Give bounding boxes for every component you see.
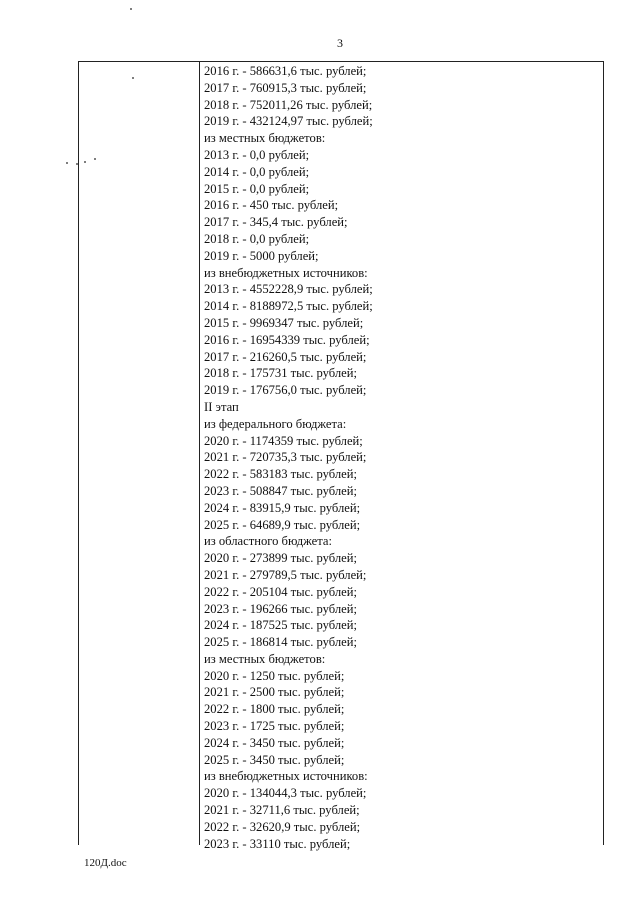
funding-line: 2018 г. - 175731 тыс. рублей; <box>204 366 357 381</box>
funding-line: 2021 г. - 279789,5 тыс. рублей; <box>204 567 367 582</box>
funding-line: 2018 г. - 0,0 рублей; <box>204 231 310 246</box>
funding-line: 2014 г. - 8188972,5 тыс. рублей; <box>204 299 373 314</box>
funding-line: 2017 г. - 216260,5 тыс. рублей; <box>204 349 367 364</box>
funding-line: 2023 г. - 508847 тыс. рублей; <box>204 483 357 498</box>
funding-line: 2025 г. - 3450 тыс. рублей; <box>204 752 345 767</box>
funding-line: 2020 г. - 1250 тыс. рублей; <box>204 668 345 683</box>
funding-line: 2016 г. - 450 тыс. рублей; <box>204 198 339 213</box>
funding-line: 2019 г. - 432124,97 тыс. рублей; <box>204 114 373 129</box>
funding-line: 2024 г. - 83915,9 тыс. рублей; <box>204 500 361 515</box>
funding-line: 2024 г. - 187525 тыс. рублей; <box>204 618 357 633</box>
funding-line: 2013 г. - 4552228,9 тыс. рублей; <box>204 282 373 297</box>
funding-line: 2023 г. - 196266 тыс. рублей; <box>204 601 357 616</box>
funding-line: 2014 г. - 0,0 рублей; <box>204 164 310 179</box>
funding-line: 2025 г. - 64689,9 тыс. рублей; <box>204 517 361 532</box>
funding-line: 2019 г. - 5000 рублей; <box>204 248 319 263</box>
funding-line: 2020 г. - 134044,3 тыс. рублей; <box>204 786 367 801</box>
funding-lines-list <box>204 63 373 852</box>
funding-line: из федерального бюджета: <box>204 416 347 431</box>
funding-line: 2022 г. - 205104 тыс. рублей; <box>204 584 357 599</box>
funding-line: из местных бюджетов: <box>204 131 326 146</box>
funding-line: 2021 г. - 32711,6 тыс. рублей; <box>204 803 360 818</box>
funding-line: 2022 г. - 32620,9 тыс. рублей; <box>204 819 361 834</box>
funding-line: 2022 г. - 583183 тыс. рублей; <box>204 467 357 482</box>
funding-line: 2023 г. - 33110 тыс. рублей; <box>204 836 351 851</box>
funding-line: 2013 г. - 0,0 рублей; <box>204 147 310 162</box>
scan-speck <box>130 8 132 10</box>
funding-line: 2016 г. - 16954339 тыс. рублей; <box>204 332 370 347</box>
funding-line: 2017 г. - 760915,3 тыс. рублей; <box>204 80 367 95</box>
funding-line: II этап <box>204 399 239 414</box>
page-number: 3 <box>337 36 343 50</box>
scan-speck <box>66 162 68 164</box>
funding-line: 2024 г. - 3450 тыс. рублей; <box>204 735 345 750</box>
funding-line: из областного бюджета: <box>204 534 333 549</box>
funding-line: 2017 г. - 345,4 тыс. рублей; <box>204 215 348 230</box>
funding-table <box>78 61 604 851</box>
funding-line: 2021 г. - 2500 тыс. рублей; <box>204 685 345 700</box>
funding-line: 2020 г. - 273899 тыс. рублей; <box>204 551 357 566</box>
funding-line: из местных бюджетов: <box>204 651 326 666</box>
funding-line: из внебюджетных источников: <box>204 265 368 280</box>
funding-line: 2015 г. - 9969347 тыс. рублей; <box>204 315 364 330</box>
funding-line: 2023 г. - 1725 тыс. рублей; <box>204 719 345 734</box>
table-column-divider <box>199 62 200 845</box>
funding-line: 2020 г. - 1174359 тыс. рублей; <box>204 433 363 448</box>
footer-filename: 120Д.doc <box>84 857 127 869</box>
funding-line: 2016 г. - 586631,6 тыс. рублей; <box>204 64 367 78</box>
funding-line: из внебюджетных источников: <box>204 769 368 784</box>
funding-line: 2018 г. - 752011,26 тыс. рублей; <box>204 97 373 112</box>
funding-line: 2022 г. - 1800 тыс. рублей; <box>204 702 345 717</box>
funding-line: 2015 г. - 0,0 рублей; <box>204 181 310 196</box>
funding-line: 2019 г. - 176756,0 тыс. рублей; <box>204 383 367 398</box>
funding-line: 2025 г. - 186814 тыс. рублей; <box>204 635 357 650</box>
funding-line: 2021 г. - 720735,3 тыс. рублей; <box>204 450 367 465</box>
